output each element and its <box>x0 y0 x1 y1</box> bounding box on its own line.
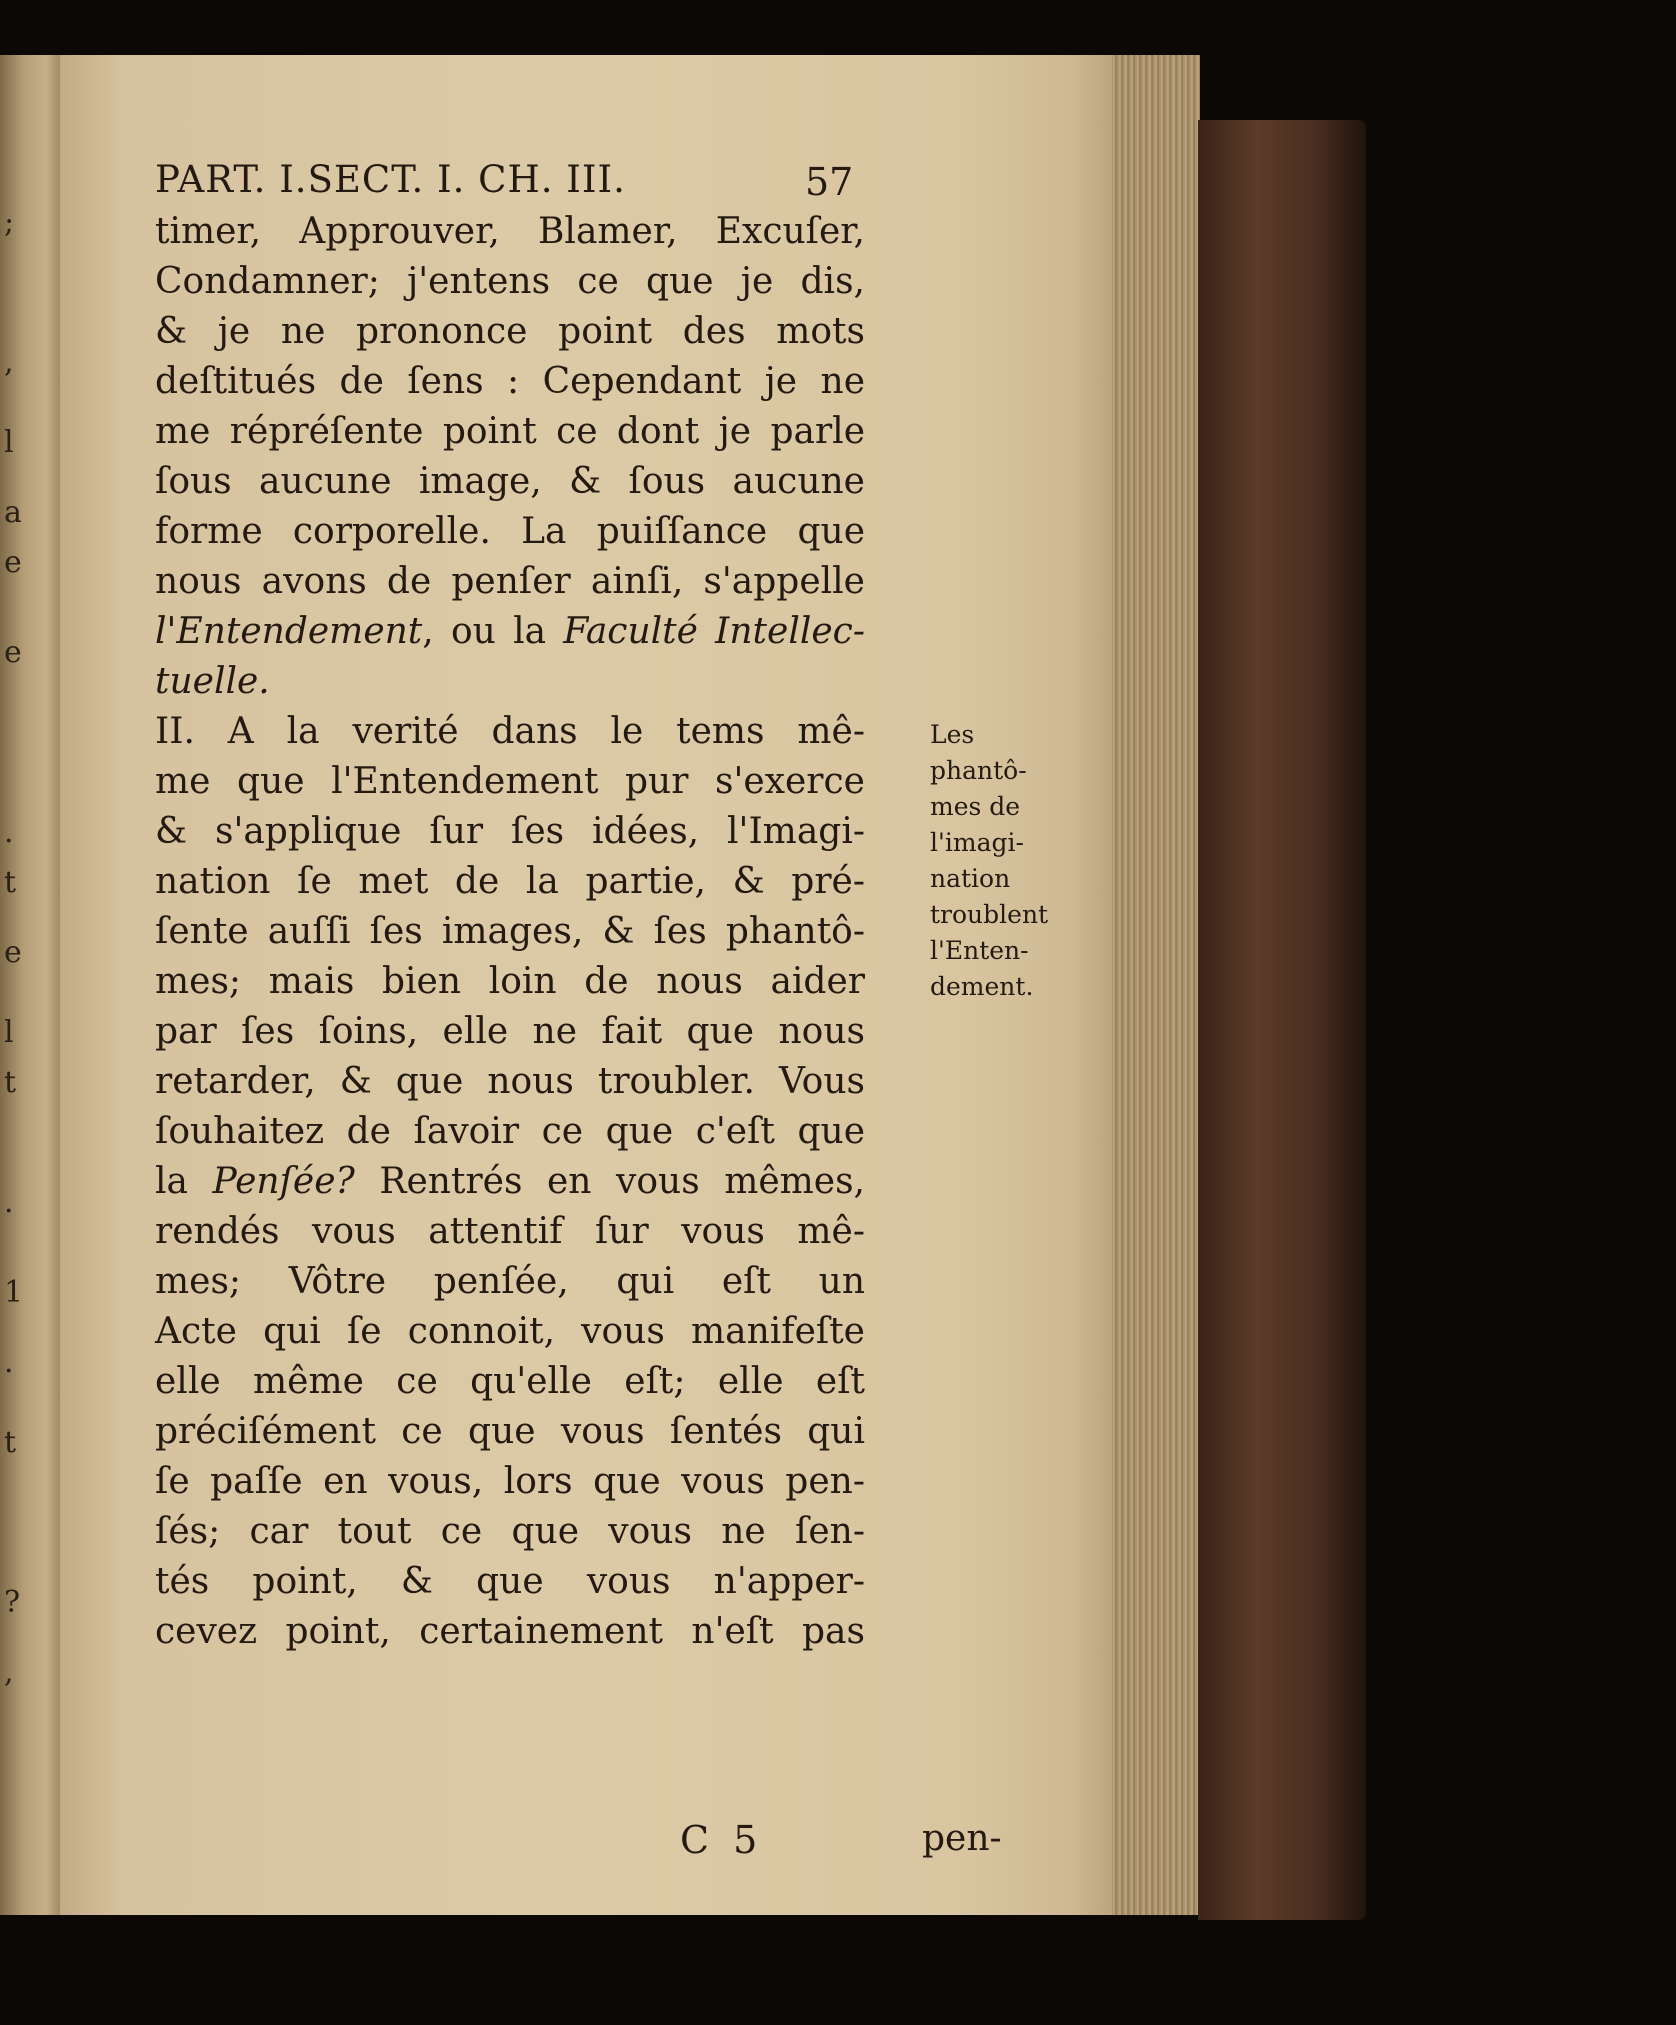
text-line: tés point, & que vous n'apper- <box>155 1561 865 1602</box>
facing-page-fragment: l <box>4 1015 14 1050</box>
left-page-edge <box>0 55 66 1915</box>
text-line: nous avons de penſer ainſi, s'appelle <box>155 561 865 602</box>
text-line: retarder, & que nous troubler. Vous <box>155 1061 865 1102</box>
catchword: pen- <box>922 1818 1002 1859</box>
facing-page-fragment: e <box>4 935 22 970</box>
text-segment: la <box>155 1161 213 1202</box>
text-line: timer, Approuver, Blamer, Excuſer, <box>155 211 865 252</box>
facing-page-fragment: e <box>4 635 22 670</box>
margin-note-line: phantô- <box>930 756 1027 785</box>
text-segment: , ou la <box>422 611 564 652</box>
margin-note-line: l'Enten- <box>930 936 1029 965</box>
facing-page-fragment: 1 <box>4 1275 24 1310</box>
text-line: & je ne prononce point des mots <box>155 311 865 352</box>
text-line: ſouhaitez de ſavoir ce que c'eſt que <box>155 1111 865 1152</box>
text-line: ſous aucune image, & ſous aucune <box>155 461 865 502</box>
facing-page-fragment: ? <box>4 1585 21 1620</box>
book-cover <box>1198 120 1366 1920</box>
margin-note-line: troublent <box>930 900 1049 929</box>
text-line: cevez point, certainement n'eſt pas <box>155 1611 865 1652</box>
facing-page-fragment: a <box>4 495 22 530</box>
margin-note-line: Les <box>930 720 975 749</box>
text-segment: Faculté Intellec- <box>563 611 865 652</box>
facing-page-fragment: . <box>4 815 14 850</box>
facing-page-fragment: ; <box>4 205 15 240</box>
margin-note-line: dement. <box>930 972 1034 1001</box>
text-line: elle même ce qu'elle eſt; elle eſt <box>155 1361 865 1402</box>
text-line: ſés; car tout ce que vous ne ſen- <box>155 1511 865 1552</box>
text-line: rendés vous attentif ſur vous mê- <box>155 1211 865 1252</box>
text-line: ſente auſſi ſes images, & ſes phantô- <box>155 911 865 952</box>
text-line <box>155 1162 865 1202</box>
text-line: Acte qui ſe connoit, vous manifeſte <box>155 1311 865 1352</box>
text-line: & s'applique ſur ſes idées, l'Imagi- <box>155 811 865 852</box>
text-line: mes; Vôtre penſée, qui eſt un <box>155 1261 865 1302</box>
facing-page-fragment: t <box>4 1065 17 1100</box>
facing-page-fragment: . <box>4 1185 14 1220</box>
facing-page-fragment: . <box>4 1345 14 1380</box>
facing-page-fragment: t <box>4 1425 17 1460</box>
text-line: forme corporelle. La puiſſance que <box>155 511 865 552</box>
page-edges <box>1112 55 1200 1915</box>
text-line: deſtitués de ſens : Cependant je ne <box>155 361 865 402</box>
running-head: PART. I.SECT. I. CH. III. <box>155 158 626 201</box>
text-segment: l'Entendement <box>155 611 423 652</box>
book-page <box>60 55 1116 1915</box>
facing-page-fragment: , <box>4 345 14 380</box>
text-line: me que l'Entendement pur s'exerce <box>155 761 865 802</box>
signature-mark: C 5 <box>680 1818 758 1862</box>
margin-note-line: mes de <box>930 792 1021 821</box>
facing-page-fragment: , <box>4 1655 14 1690</box>
margin-note-line: nation <box>930 864 1011 893</box>
text-line: nation ſe met de la partie, & pré- <box>155 861 865 902</box>
text-line: mes; mais bien loin de nous aider <box>155 961 865 1002</box>
margin-note-line: l'imagi- <box>930 828 1024 857</box>
text-line: ſe paſſe en vous, lors que vous pen- <box>155 1461 865 1502</box>
text-line: tuelle. <box>155 661 270 702</box>
text-line: me répréſente point ce dont je parle <box>155 411 865 452</box>
facing-page-fragment: l <box>4 425 14 460</box>
text-line: par ſes ſoins, elle ne fait que nous <box>155 1011 865 1052</box>
text-segment: Rentrés en vous mêmes, <box>354 1161 865 1202</box>
text-segment: Penſée? <box>212 1161 355 1202</box>
page-number: 57 <box>805 160 854 204</box>
facing-page-fragment: e <box>4 545 22 580</box>
text-line: préciſément ce que vous ſentés qui <box>155 1411 865 1452</box>
facing-page-fragment: t <box>4 865 17 900</box>
text-line: II. A la verité dans le tems mê- <box>155 711 865 752</box>
text-line <box>155 612 865 652</box>
text-line: Condamner; j'entens ce que je dis, <box>155 261 865 302</box>
